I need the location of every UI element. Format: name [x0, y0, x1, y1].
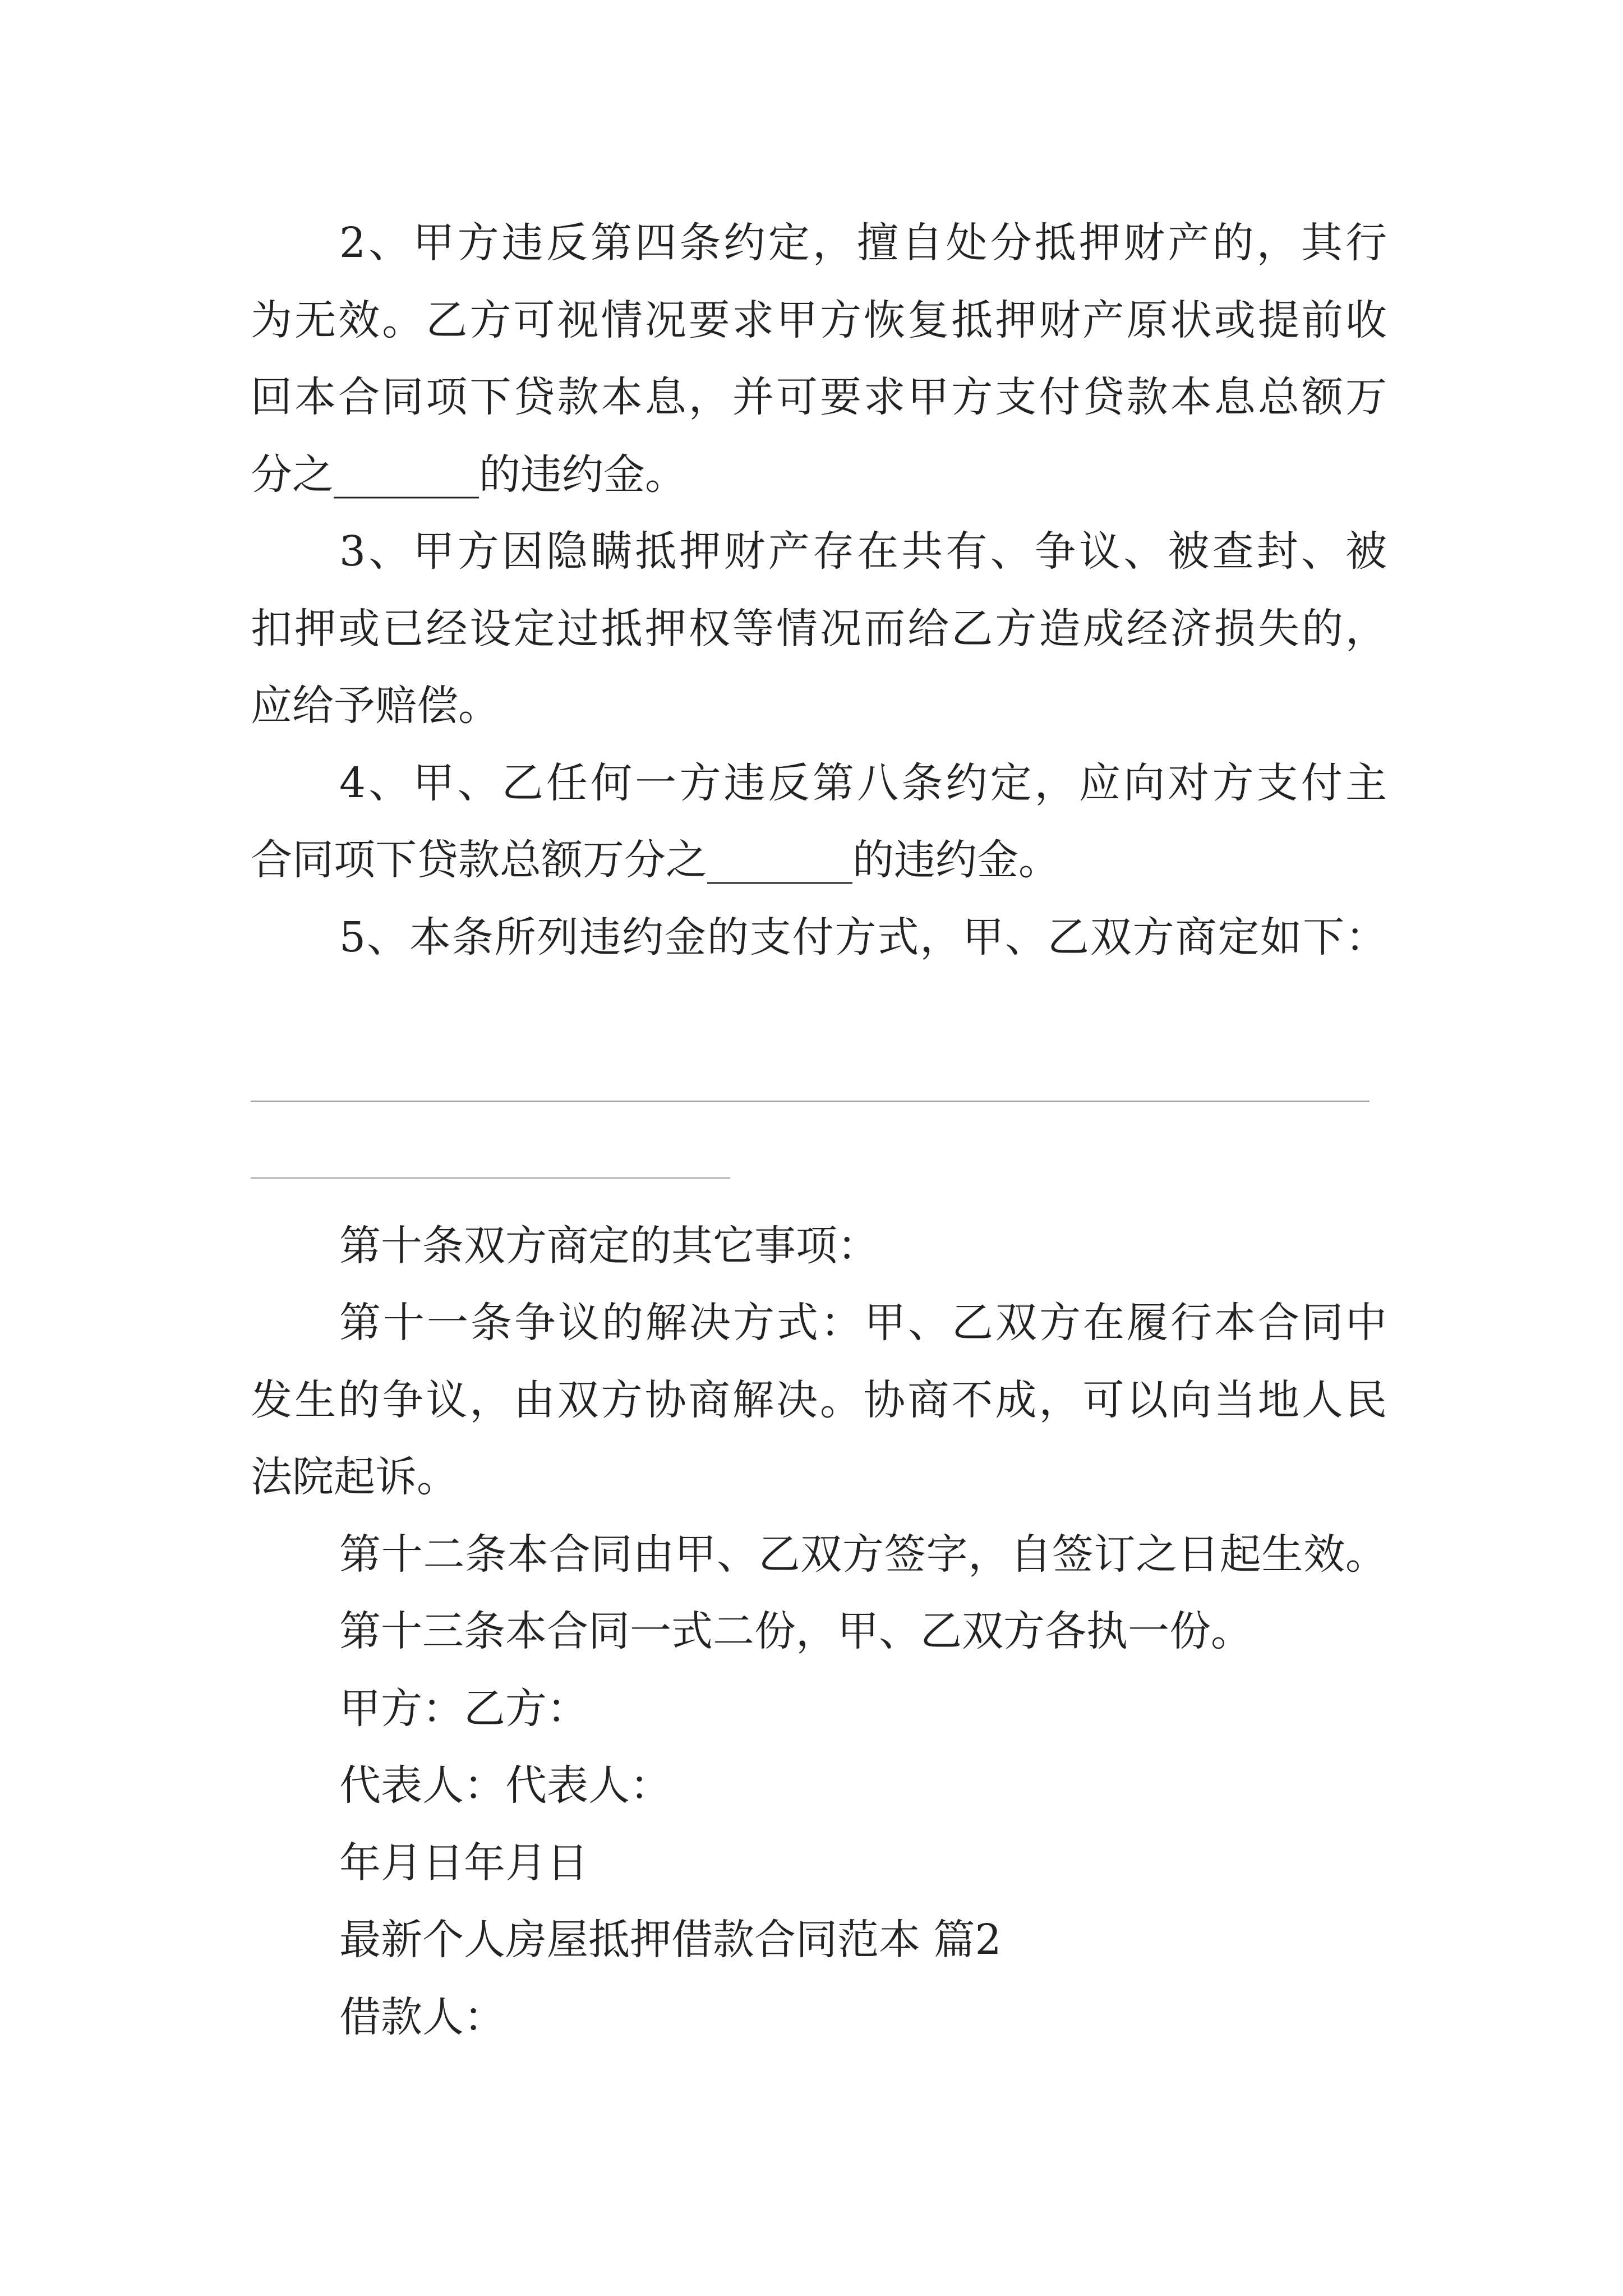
fill-in-row-1	[251, 1053, 1387, 1131]
article-13: 第十三条本合同一式二份，甲、乙双方各执一份。	[339, 1607, 1252, 1655]
item-4-line-1: 4、甲、乙任何一方违反第八条约定，应向对方支付主	[339, 758, 1387, 807]
item-5-line-1: 5、本条所列违约金的支付方式，甲、乙双方商定如下：	[339, 913, 1387, 961]
blank-row	[251, 976, 1387, 1053]
paragraph-item-4	[251, 745, 1387, 899]
item-2-line-2: 为无效。乙方可视情况要求甲方恢复抵押财产原状或提前收	[251, 296, 1387, 344]
article-10: 第十条双方商定的其它事项：	[339, 1221, 879, 1270]
signature-dates: 年月日年月日	[339, 1838, 588, 1887]
article-11-line-3: 法院起诉。	[251, 1453, 458, 1501]
fill-in-line-long	[251, 1101, 1370, 1102]
signature-representatives: 代表人：代表人：	[339, 1761, 671, 1810]
paragraph-item-5	[251, 899, 1387, 1208]
next-section-title: 最新个人房屋抵押借款合同范本 篇2	[339, 1916, 1002, 1964]
item-4-line-2: 合同项下贷款总额万分之_______的违约金。	[251, 836, 1060, 884]
item-3-line-2: 扣押或已经设定过抵押权等情况而给乙方造成经济损失的，	[251, 604, 1387, 653]
item-3-line-1: 3、甲方因隐瞒抵押财产存在共有、争议、被查封、被	[339, 527, 1387, 576]
item-2-line-3: 回本合同项下贷款本息，并可要求甲方支付贷款本息总额万	[251, 373, 1387, 421]
fill-in-row-2	[251, 1130, 1387, 1208]
paragraph-item-2	[251, 205, 1387, 513]
item-2-line-4: 分之_______的违约金。	[251, 450, 686, 499]
item-2-line-1: 2、甲方违反第四条约定，擅自处分抵押财产的，其行	[339, 219, 1387, 267]
paragraph-item-3	[251, 513, 1387, 745]
borrower-label: 借款人：	[339, 1993, 505, 2041]
article-12: 第十二条本合同由甲、乙双方签字，自签订之日起生效。	[339, 1530, 1387, 1579]
document-page	[251, 205, 1387, 2056]
item-3-line-3: 应给予赔偿。	[251, 682, 500, 730]
article-11-line-1: 第十一条争议的解决方式：甲、乙双方在履行本合同中	[339, 1299, 1387, 1347]
fill-in-line-short	[251, 1177, 730, 1179]
article-11-line-2: 发生的争议，由双方协商解决。协商不成，可以向当地人民	[251, 1375, 1387, 1424]
signature-block	[251, 1671, 1387, 1902]
signature-parties: 甲方：乙方：	[339, 1684, 588, 1733]
paragraph-article-11	[251, 1285, 1387, 1516]
